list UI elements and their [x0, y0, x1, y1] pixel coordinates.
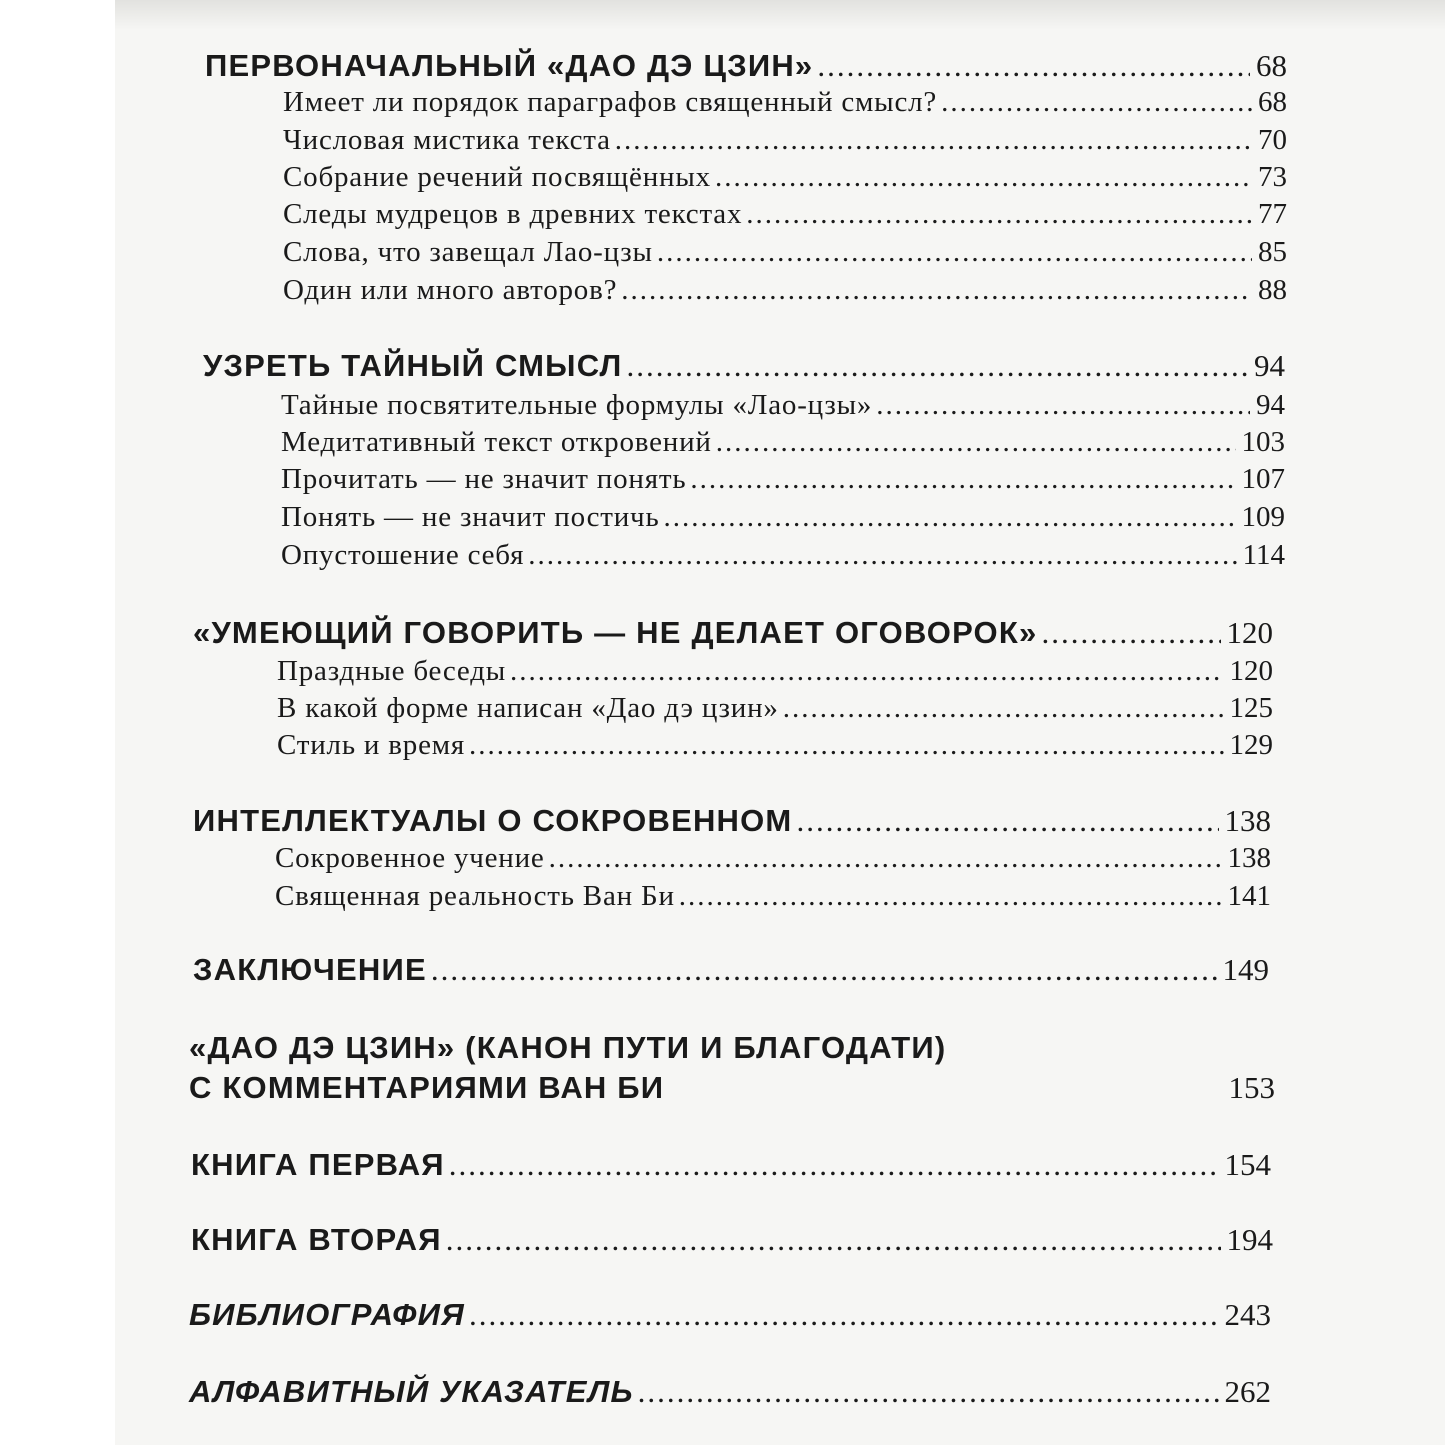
dot-leader	[549, 842, 1222, 875]
dot-leader	[941, 86, 1252, 119]
toc-page-number: 68	[1258, 86, 1287, 118]
toc-section-title-line1: «ДАО ДЭ ЦЗИН» (КАНОН ПУТИ И БЛАГОДАТИ)	[189, 1030, 947, 1065]
dot-leader	[431, 952, 1217, 988]
toc-item-title: Прочитать — не значит понять	[281, 463, 687, 495]
toc-page-number: 94	[1256, 389, 1285, 421]
toc-page-number: 138	[1227, 842, 1271, 874]
dot-leader	[796, 803, 1218, 839]
toc-section-zaklyuchenie	[193, 952, 1269, 988]
dot-leader	[638, 1374, 1219, 1410]
dot-leader	[663, 501, 1235, 534]
dot-leader	[876, 389, 1250, 422]
toc-page-number: 149	[1222, 952, 1269, 987]
toc-section-title: ПЕРВОНАЧАЛЬНЫЙ «ДАО ДЭ ЦЗИН»	[205, 48, 814, 83]
toc-page-number: 103	[1241, 426, 1285, 458]
toc-section-title: УЗРЕТЬ ТАЙНЫЙ СМЫСЛ	[203, 348, 623, 383]
dot-leader	[615, 124, 1252, 157]
dot-leader	[746, 198, 1252, 231]
toc-item-title: Понять — не значит постичь	[281, 501, 660, 533]
toc-page-number: 73	[1258, 161, 1287, 193]
toc-section-title: «УМЕЮЩИЙ ГОВОРИТЬ — НЕ ДЕЛАЕТ ОГОВОРОК»	[193, 615, 1038, 650]
toc-section-uzret	[203, 348, 1285, 384]
dot-leader	[657, 236, 1252, 269]
toc-page-number: 120	[1226, 615, 1273, 650]
toc-page-number: 94	[1254, 348, 1285, 383]
toc-item	[281, 426, 1285, 459]
dot-leader	[469, 1297, 1219, 1333]
toc-section-title: С КОММЕНТАРИЯМИ ВАН БИ	[189, 1070, 665, 1105]
dot-leader	[510, 655, 1223, 688]
toc-section-bibliografiya	[189, 1297, 1271, 1333]
toc-item	[283, 274, 1287, 307]
toc-section-dao-de-jing	[189, 1070, 1275, 1106]
dot-leader	[783, 692, 1224, 725]
toc-item-title: Числовая мистика текста	[283, 124, 611, 156]
toc-page-number: 154	[1224, 1147, 1271, 1182]
toc-page-number: 70	[1258, 124, 1287, 156]
toc-page-number: 141	[1227, 880, 1271, 912]
toc-item	[283, 86, 1287, 119]
toc-item-title: Тайные посвятительные формулы «Лао-цзы»	[281, 389, 873, 421]
toc-item	[277, 655, 1273, 688]
toc-section-umeyushchy	[193, 615, 1273, 651]
toc-page-number: 85	[1258, 236, 1287, 268]
toc-item	[277, 692, 1273, 725]
toc-item-title: Слова, что завещал Лао-цзы	[283, 236, 653, 268]
toc-section-pervonachalny	[205, 48, 1287, 84]
dot-leader	[528, 539, 1236, 572]
toc-page-number: 243	[1224, 1297, 1271, 1332]
toc-page-number: 262	[1224, 1374, 1271, 1409]
toc-item-title: Праздные беседы	[277, 655, 507, 687]
toc-section-title: КНИГА ВТОРАЯ	[191, 1222, 442, 1257]
toc-item	[277, 729, 1273, 762]
toc-item-title: Медитативный текст откровений	[281, 426, 712, 458]
dot-leader	[690, 463, 1235, 496]
dot-leader	[817, 48, 1250, 84]
toc-item-title: Следы мудрецов в древних текстах	[283, 198, 743, 230]
toc-page-number: 109	[1241, 501, 1285, 533]
toc-item	[275, 880, 1271, 913]
toc-page-number: 77	[1258, 198, 1287, 230]
toc-page-number: 194	[1226, 1222, 1273, 1257]
toc-section-kniga-pervaya	[191, 1147, 1271, 1183]
toc-page-number: 120	[1229, 655, 1273, 687]
toc-section-title: ЗАКЛЮЧЕНИЕ	[193, 952, 427, 987]
toc-item	[283, 198, 1287, 231]
toc-page-number: 114	[1242, 539, 1285, 571]
toc-item-title: Имеет ли порядок параграфов священный смысл?	[283, 86, 938, 118]
toc-page-number: 125	[1229, 692, 1273, 724]
table-of-contents	[115, 0, 1445, 1445]
toc-item-title: В какой форме написан «Дао дэ цзин»	[277, 692, 779, 724]
dot-leader	[621, 274, 1252, 307]
toc-item-title: Один или много авторов?	[283, 274, 618, 306]
toc-section-alfavitny-ukazatel	[189, 1374, 1271, 1410]
dot-leader	[716, 426, 1236, 459]
toc-page-number: 153	[1228, 1070, 1275, 1105]
toc-section-title: АЛФАВИТНЫЙ УКАЗАТЕЛЬ	[189, 1374, 634, 1409]
dot-leader	[715, 161, 1252, 194]
toc-item	[275, 842, 1271, 875]
toc-item-title: Священная реальность Ван Би	[275, 880, 675, 912]
toc-item	[281, 463, 1285, 496]
toc-item	[283, 161, 1287, 194]
toc-item	[281, 539, 1285, 572]
toc-item	[283, 124, 1287, 157]
toc-page-number: 107	[1241, 463, 1285, 495]
toc-page-number: 138	[1224, 803, 1271, 838]
toc-page-number: 68	[1256, 48, 1287, 83]
toc-item-title: Стиль и время	[277, 729, 466, 761]
dot-leader	[679, 880, 1222, 913]
toc-section-title: ИНТЕЛЛЕКТУАЛЫ О СОКРОВЕННОМ	[193, 803, 793, 838]
book-page	[115, 0, 1445, 1445]
toc-item	[281, 501, 1285, 534]
dot-leader	[1041, 615, 1220, 651]
toc-section-title: БИБЛИОГРАФИЯ	[189, 1297, 465, 1332]
dot-leader	[469, 729, 1223, 762]
toc-page-number: 129	[1229, 729, 1273, 761]
dot-leader	[446, 1222, 1221, 1258]
toc-section-title: КНИГА ПЕРВАЯ	[191, 1147, 445, 1182]
toc-section-kniga-vtoraya	[191, 1222, 1273, 1258]
toc-section-intellektualy	[193, 803, 1271, 839]
toc-item-title: Сокровенное учение	[275, 842, 545, 874]
toc-page-number: 88	[1258, 274, 1287, 306]
toc-item-title: Собрание речений посвящённых	[283, 161, 711, 193]
toc-item	[283, 236, 1287, 269]
toc-item-title: Опустошение себя	[281, 539, 525, 571]
toc-item	[281, 389, 1285, 422]
dot-leader	[449, 1147, 1219, 1183]
dot-leader	[627, 348, 1249, 384]
